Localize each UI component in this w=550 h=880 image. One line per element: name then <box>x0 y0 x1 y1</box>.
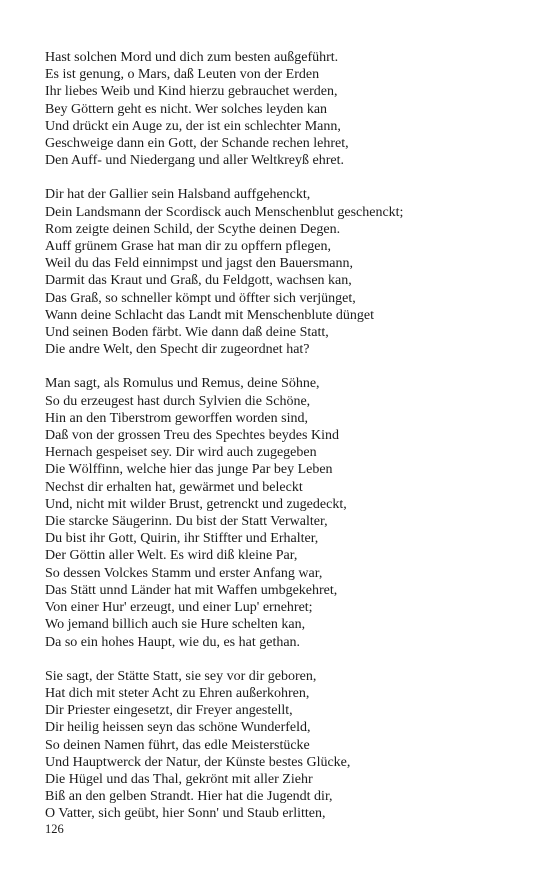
verse-line: Und seinen Boden färbt. Wie dann daß deine Statt, <box>45 325 329 341</box>
verse-line: Hernach gespeiset sey. Dir wird auch zugegeben <box>45 445 317 461</box>
verse-line: Auff grünem Grase hat man dir zu opffern pflegen, <box>45 239 331 255</box>
verse-line: Von einer Hur' erzeugt, und einer Lup' ernehret; <box>45 600 313 616</box>
verse-line: Hin an den Tiberstrom geworffen worden sind, <box>45 410 308 426</box>
verse-line: Hat dich mit steter Acht zu Ehren außerkohren, <box>45 685 310 701</box>
verse-line: So dessen Volckes Stamm und erster Anfang war, <box>45 565 323 581</box>
verse-line: Der Göttin aller Welt. Es wird diß kleine Par, <box>45 548 298 564</box>
verse-line: Dir heilig heissen seyn das schöne Wunderfeld, <box>45 720 311 736</box>
verse-line: Die andre Welt, den Specht dir zugeordnet hat? <box>45 342 310 358</box>
verse-line: Biß an den gelben Strandt. Hier hat die Jugendt dir, <box>45 789 333 805</box>
verse-line: Ihr liebes Weib und Kind hierzu gebrauchet werden, <box>45 84 338 100</box>
stanza <box>45 49 525 169</box>
verse-line: Die Hügel und das Thal, gekrönt mit aller Ziehr <box>45 771 313 787</box>
verse-line: Wo jemand billich auch sie Hure schelten kan, <box>45 617 306 633</box>
verse-line: Sie sagt, der Stätte Statt, sie sey vor dir geboren, <box>45 668 317 684</box>
stanza <box>45 186 525 358</box>
verse-line: Den Auff- und Niedergang und aller Weltkreyß ehret. <box>45 153 345 169</box>
verse-line: Darmit das Kraut und Graß, du Feldgott, wachsen kan, <box>45 273 352 289</box>
verse-line: Hast solchen Mord und dich zum besten außgeführt. <box>45 50 339 65</box>
verse-line: Dir Priester eingesetzt, dir Freyer angestellt, <box>45 703 293 719</box>
verse-line: Daß von der grossen Treu des Spechtes beydes Kind <box>45 428 339 444</box>
verse-line: Das Graß, so schneller kömpt und öffter sich verjünget, <box>45 290 356 306</box>
verse-line: Nechst dir erhalten hat, gewärmet und beleckt <box>45 479 303 495</box>
verse-line: Die Wölffinn, welche hier das junge Par bey Leben <box>45 462 333 478</box>
verse-line: So deinen Namen führt, das edle Meisterstücke <box>45 737 310 753</box>
verse-line: Das Stätt unnd Länder hat mit Waffen umbgekehret, <box>45 582 338 598</box>
stanza <box>45 375 525 650</box>
verse-line: Dein Landsmann der Scordisck auch Menschenblut geschenckt; <box>45 204 404 220</box>
verse-line: Dir hat der Gallier sein Halsband auffgehenckt, <box>45 187 311 203</box>
verse-line: Und, nicht mit wilder Brust, getrenckt und zugedeckt, <box>45 496 347 512</box>
verse-line: So du erzeugest hast durch Sylvien die Schöne, <box>45 393 311 409</box>
poem-text <box>45 49 525 840</box>
verse-line: Bey Göttern geht es nicht. Wer solches leyden kan <box>45 101 328 117</box>
verse-line: Geschweige dann ein Gott, der Schande rechen lehret, <box>45 136 349 152</box>
verse-line: O Vatter, sich geübt, hier Sonn' und Staub erlitten, <box>45 806 326 822</box>
verse-line: Du bist ihr Gott, Quirin, ihr Stiffter und Erhalter, <box>45 531 319 547</box>
verse-line: Die starcke Säugerinn. Du bist der Statt Verwalter, <box>45 514 328 530</box>
verse-line: Man sagt, als Romulus und Remus, deine Söhne, <box>45 376 320 392</box>
verse-line: Und Hauptwerck der Natur, der Künste bestes Glücke, <box>45 754 351 770</box>
page-number: 126 <box>45 822 64 836</box>
verse-line: Es ist genung, o Mars, daß Leuten von der Erden <box>45 67 320 83</box>
stanza <box>45 668 525 823</box>
verse-line: Da so ein hohes Haupt, wie du, es hat gethan. <box>45 634 301 650</box>
verse-line: Weil du das Feld einnimpst und jagst den Bauersmann, <box>45 256 353 272</box>
verse-line: Wann deine Schlacht das Landt mit Menschenblute dünget <box>45 307 374 323</box>
verse-line: Und drückt ein Auge zu, der ist ein schlechter Mann, <box>45 118 341 134</box>
verse-line: Rom zeigte deinen Schild, der Scythe deinen Degen. <box>45 221 341 237</box>
